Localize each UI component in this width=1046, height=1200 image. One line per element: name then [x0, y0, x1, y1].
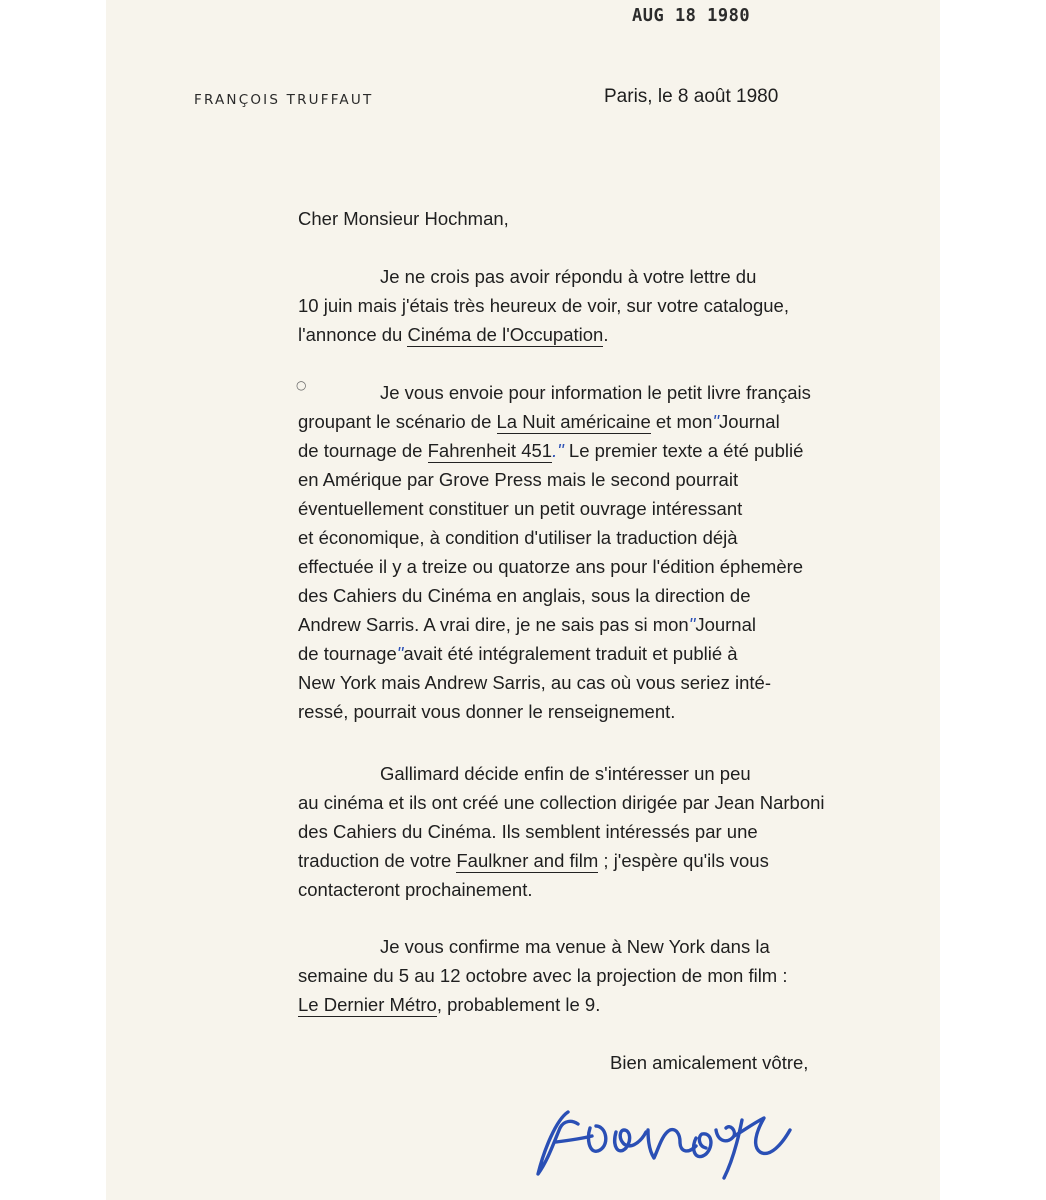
p2-line-9 [298, 610, 811, 639]
p1-line-3 [298, 320, 789, 349]
p2-line-2 [298, 407, 811, 436]
p2-line-10 [298, 639, 811, 668]
book-title-faulkner-and-film: Faulkner and film [456, 850, 599, 871]
p2-line-10-text: de tournage [298, 643, 397, 664]
paragraph-2 [298, 378, 811, 726]
film-title-fahrenheit-451: Fahrenheit 451 [427, 440, 553, 461]
p2-line-1: Je vous envoie pour information le petit livre français [380, 382, 811, 403]
p2-line-3-text: de tournage de [298, 440, 428, 461]
p3-line-4 [298, 846, 825, 875]
p2-line-3 [298, 436, 811, 465]
p4-line-3-end: , probablement le 9. [436, 994, 601, 1015]
p3-line-1: Gallimard décide enfin de s'intéresser un peu [380, 763, 751, 784]
p3-line-5: contacteront prochainement. [298, 879, 533, 900]
p2-line-7: effectuée il y a treize ou quatorze ans pour l'édition éphemère [298, 556, 804, 577]
p3-line-4-end: ; j'espère qu'ils vous [598, 850, 769, 871]
p2-line-9-end: Journal [695, 614, 756, 635]
p2-line-2-mid: et mon [650, 411, 713, 432]
p3-line-4-text: traduction de votre [298, 850, 457, 871]
date-line: Paris, le 8 août 1980 [604, 86, 779, 107]
p2-line-2-text: groupant le scénario de [298, 411, 497, 432]
paragraph-3 [298, 759, 825, 904]
p1-line-1: Je ne crois pas avoir répondu à votre lettre du [380, 266, 757, 287]
paragraph-4 [298, 932, 788, 1019]
p1-line-3-text: l'annonce du [298, 324, 408, 345]
p2-line-2-end: Journal [719, 411, 780, 432]
handwritten-quote-mark: " [712, 411, 720, 432]
signature-icon [520, 1090, 820, 1185]
p4-line-3 [298, 990, 788, 1019]
p3-line-2: au cinéma et ils ont créé une collection dirigée par Jean Narboni [298, 792, 825, 813]
closing: Bien amicalement vôtre, [610, 1052, 809, 1073]
p4-line-1: Je vous confirme ma venue à New York dans la [380, 936, 770, 957]
paragraph-1 [298, 262, 789, 349]
p2-line-4: en Amérique par Grove Press mais le second pourrait [298, 469, 739, 490]
p2-line-5: éventuellement constituer un petit ouvrage intéressant [298, 498, 743, 519]
film-title-le-dernier-metro: Le Dernier Métro [298, 994, 437, 1015]
salutation: Cher Monsieur Hochman, [298, 208, 509, 229]
handwritten-quote-mark: " [688, 614, 696, 635]
p4-line-2: semaine du 5 au 12 octobre avec la projection de mon film : [298, 965, 788, 986]
p2-line-9-text: Andrew Sarris. A vrai dire, je ne sais pas si mon [298, 614, 689, 635]
p1-line-2: 10 juin mais j'étais très heureux de voir, sur votre catalogue, [298, 295, 789, 316]
p2-line-10-end: avait été intégralement traduit et publié à [403, 643, 738, 664]
paper-mark-icon: ○ [296, 378, 307, 392]
p1-line-3-end: . [603, 324, 609, 345]
date-received-stamp: AUG 18 1980 [632, 5, 751, 27]
book-title-cinema-occupation: Cinéma de l'Occupation [407, 324, 604, 345]
handwritten-quote-mark: ." [552, 440, 564, 461]
p2-line-11: New York mais Andrew Sarris, au cas où vous seriez inté- [298, 672, 771, 693]
p2-line-6: et économique, à condition d'utiliser la traduction déjà [298, 527, 738, 548]
p2-line-12: ressé, pourrait vous donner le renseignement. [298, 701, 676, 722]
handwritten-quote-mark: " [396, 643, 404, 664]
p2-line-8: des Cahiers du Cinéma en anglais, sous la direction de [298, 585, 751, 606]
p2-line-3-end: Le premier texte a été publié [563, 440, 804, 461]
letterhead: FRANÇOIS TRUFFAUT [194, 92, 374, 108]
p3-line-3: des Cahiers du Cinéma. Ils semblent intéressés par une [298, 821, 758, 842]
film-title-la-nuit-americaine: La Nuit américaine [496, 411, 651, 432]
